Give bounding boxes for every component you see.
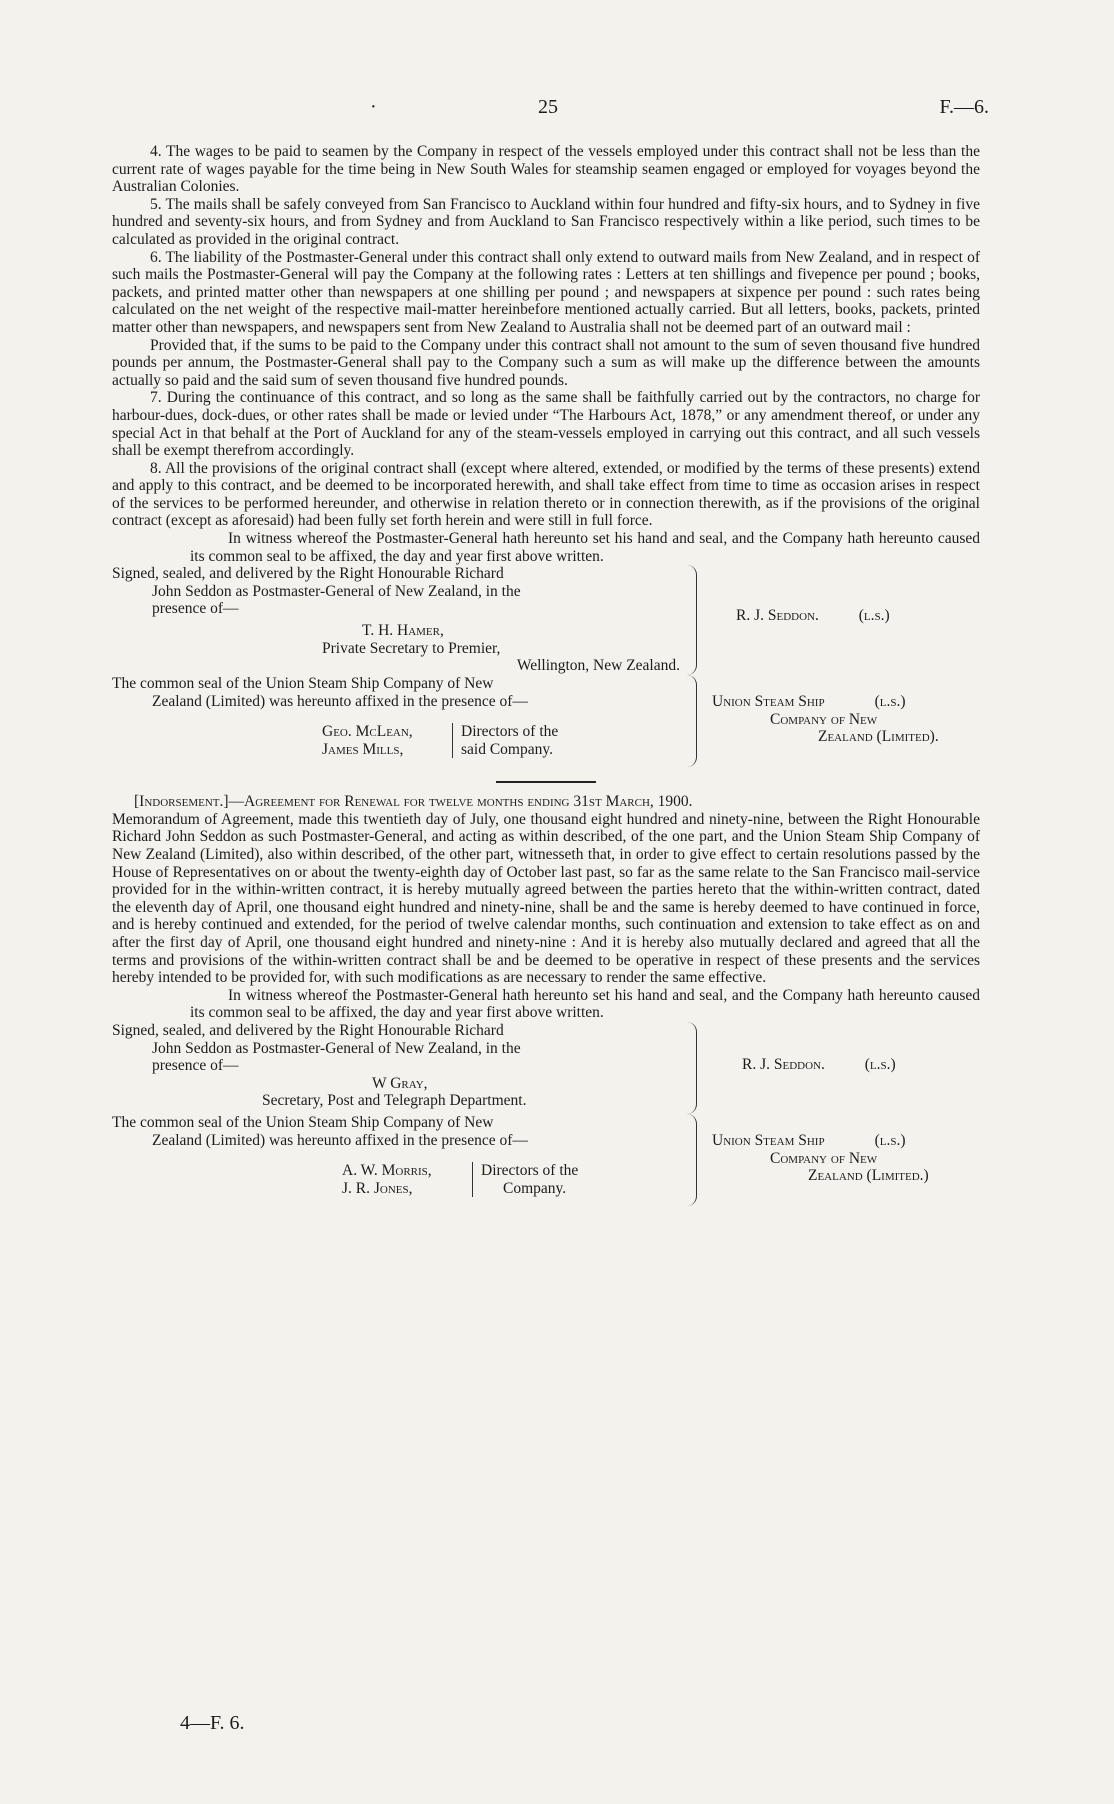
page-header: [0, 96, 1114, 122]
seal-mark: (l.s.): [874, 1131, 906, 1149]
brace: [682, 565, 697, 675]
directors-caption: Directors of the said Company.: [452, 723, 558, 758]
clause-7: 7. During the continuance of this contract, and so long as the same shall be faithfully carried out by the contractors, no charge for harbour-dues, dock-dues, or other rates shall be made or levied under “The Harbours Act, 1878,” or any amendment thereof, or under any special Act in that behalf at the Port of Auckland for any of the steam-vessels employed in carrying out this contract, and all such vessels shall be exempt therefrom accordingly.: [112, 389, 980, 460]
signatory-name: R. J. Seddon.: [736, 607, 819, 625]
in-witness-clause: In witness whereof the Postmaster-General hath hereunto set his hand and seal, and the Company hath hereunto caused its common seal to be affixed, the day and year first above written.: [190, 530, 980, 565]
signed-text: presence of—: [152, 1057, 239, 1075]
directors-block: [322, 723, 413, 758]
director-name: J. R. Jones,: [342, 1179, 413, 1197]
seal-text: Zealand (Limited) was hereunto affixed in the presence of—: [152, 1131, 528, 1149]
seal-text: The common seal of the Union Steam Ship Company of New: [112, 675, 494, 693]
signed-text: John Seddon as Postmaster-General of New Zealand, in the: [152, 582, 521, 600]
brace: [682, 1114, 697, 1206]
signed-text: John Seddon as Postmaster-General of New Zealand, in the: [152, 1039, 521, 1057]
witness-name: W Gray,: [372, 1074, 428, 1092]
company-name: Zealand (Limited.): [808, 1167, 929, 1185]
seal-text: Zealand (Limited) was hereunto affixed in the presence of—: [152, 692, 528, 710]
memorandum-of-agreement: Memorandum of Agreement, made this twentieth day of July, one thousand eight hundred and ninety-nine, between the Right Honourable Richard John Seddon as such Postmaster-General, and acting as within described, of the one part, and the Union Steam Ship Company of New Zealand (Limited), also within described, of the other part, witnesseth that, in order to give effect to certain resolutions passed by the House of Representatives on or about the twenty-eighth day of October last past, so far as the same relate to the San Francisco mail-service provided for in the within-written contract, it is hereby mutually agreed between the parties hereto that the within-written contract, dated the eleventh day of April, one thousand eight hundred and ninety-nine, shall be and the same is hereby deemed to have continued in force, and is hereby continued and extended, for the period of twelve calendar months, such continuation and extension to take effect as on and after the first day of April, one thousand eight hundred and ninety-nine : And it is hereby also mutually declared and agreed that all the terms and provisions of the within-written contract shall be and be deemed to be operative in respect of these presents and the services hereby intended to be provided for, with such modifications as are necessary to render the same effective.: [112, 810, 980, 987]
director-name: Geo. McLean,: [322, 723, 413, 741]
postmaster-signature-block-2: [112, 1022, 980, 1114]
clause-4: 4. The wages to be paid to seamen by the Company in respect of the vessels employed under this contract shall not be less than the current rate of wages payable for the time being in New South Wales for steamship seamen engaged or employed for voyages beyond the Australian Colonies.: [112, 143, 980, 196]
clause-6-proviso: Provided that, if the sums to be paid to the Company under this contract shall not amount to the sum of seven thousand five hundred pounds per annum, the Postmaster-General shall pay to the Company such a sum as will make up the difference between the amounts actually so paid and the said sum of seven thousand five hundred pounds.: [112, 336, 980, 389]
company-seal-block: [112, 675, 980, 767]
witness-place: Wellington, New Zealand.: [516, 657, 680, 675]
brace: [682, 1022, 697, 1114]
page-number: 25: [538, 96, 558, 118]
seal-text: The common seal of the Union Steam Ship Company of New: [112, 1113, 494, 1131]
section-divider: [496, 781, 596, 783]
seal-mark: (l.s.): [858, 607, 890, 625]
director-name: A. W. Morris,: [342, 1161, 432, 1179]
clause-5: 5. The mails shall be safely conveyed from San Francisco to Auckland within four hundred and fifty-six hours, and to Sydney in five hundred and seventy-six hours, and from Sydney and from Auckland to San Francisco respectively within a like period, such times to be calculated as provided in the original contract.: [112, 195, 980, 248]
company-seal-block-2: [112, 1114, 980, 1206]
seal-mark: (l.s.): [864, 1055, 896, 1073]
seal-mark: (l.s.): [874, 693, 906, 711]
company-name: Company of New: [770, 710, 878, 728]
company-name: Union Steam Ship: [712, 1131, 825, 1149]
header-marker: ·: [370, 96, 377, 118]
witness-title: Private Secretary to Premier,: [322, 639, 501, 657]
directors-block: [342, 1162, 432, 1197]
indorsement-heading: [Indorsement.]—Agreement for Renewal for twelve months ending 31st March, 1900.: [134, 793, 693, 811]
clause-8: 8. All the provisions of the original contract shall (except where altered, extended, or modified by the terms of these presents) extend and apply to this contract, and be deemed to be incorporated herewith, and shall take effect from time to time as occasion arises in respect of the services to be performed hereunder, and otherwise in relation thereto or in connection therewith, as if the provisions of the original contract (except as aforesaid) had been fully set forth herein and were still in full force.: [112, 459, 980, 530]
director-name: James Mills,: [322, 740, 404, 758]
contract-body: [112, 143, 980, 1206]
witness-title: Secretary, Post and Telegraph Department.: [262, 1092, 527, 1110]
postmaster-signature-block: [112, 565, 980, 675]
signed-text: Signed, sealed, and delivered by the Right Honourable Richard: [112, 1021, 504, 1039]
company-name: Company of New: [770, 1149, 878, 1167]
signed-text: Signed, sealed, and delivered by the Right Honourable Richard: [112, 565, 504, 583]
company-name: Union Steam Ship: [712, 693, 825, 711]
signed-text: presence of—: [152, 600, 239, 618]
clause-6: 6. The liability of the Postmaster-General under this contract shall only extend to outward mails from New Zealand, and in respect of such mails the Postmaster-General will pay the Company at the following rates : Letters at ten shillings and fivepence per pound ; books, packets, and printed matter other than newspapers at one shilling per pound ; and newspapers at sixpence per pound : such rates being calculated on the net weight of the respective mail-matter hereinbefore mentioned actually carried. But all letters, books, packets, printed matter other than newspapers, and newspapers sent from New Zealand to Australia shall not be deemed part of an outward mail :: [112, 248, 980, 336]
company-name: Zealand (Limited).: [818, 728, 939, 746]
in-witness-clause-2: In witness whereof the Postmaster-General hath hereunto set his hand and seal, and the Company hath hereunto caused its common seal to be affixed, the day and year first above written.: [190, 986, 980, 1022]
footer-reference: 4—F. 6.: [180, 1712, 245, 1734]
document-reference: F.—6.: [939, 96, 989, 118]
signatory-name: R. J. Seddon.: [742, 1055, 825, 1073]
directors-caption: Directors of the Company.: [472, 1162, 578, 1197]
brace: [682, 675, 697, 767]
witness-name: T. H. Hamer,: [362, 622, 444, 640]
